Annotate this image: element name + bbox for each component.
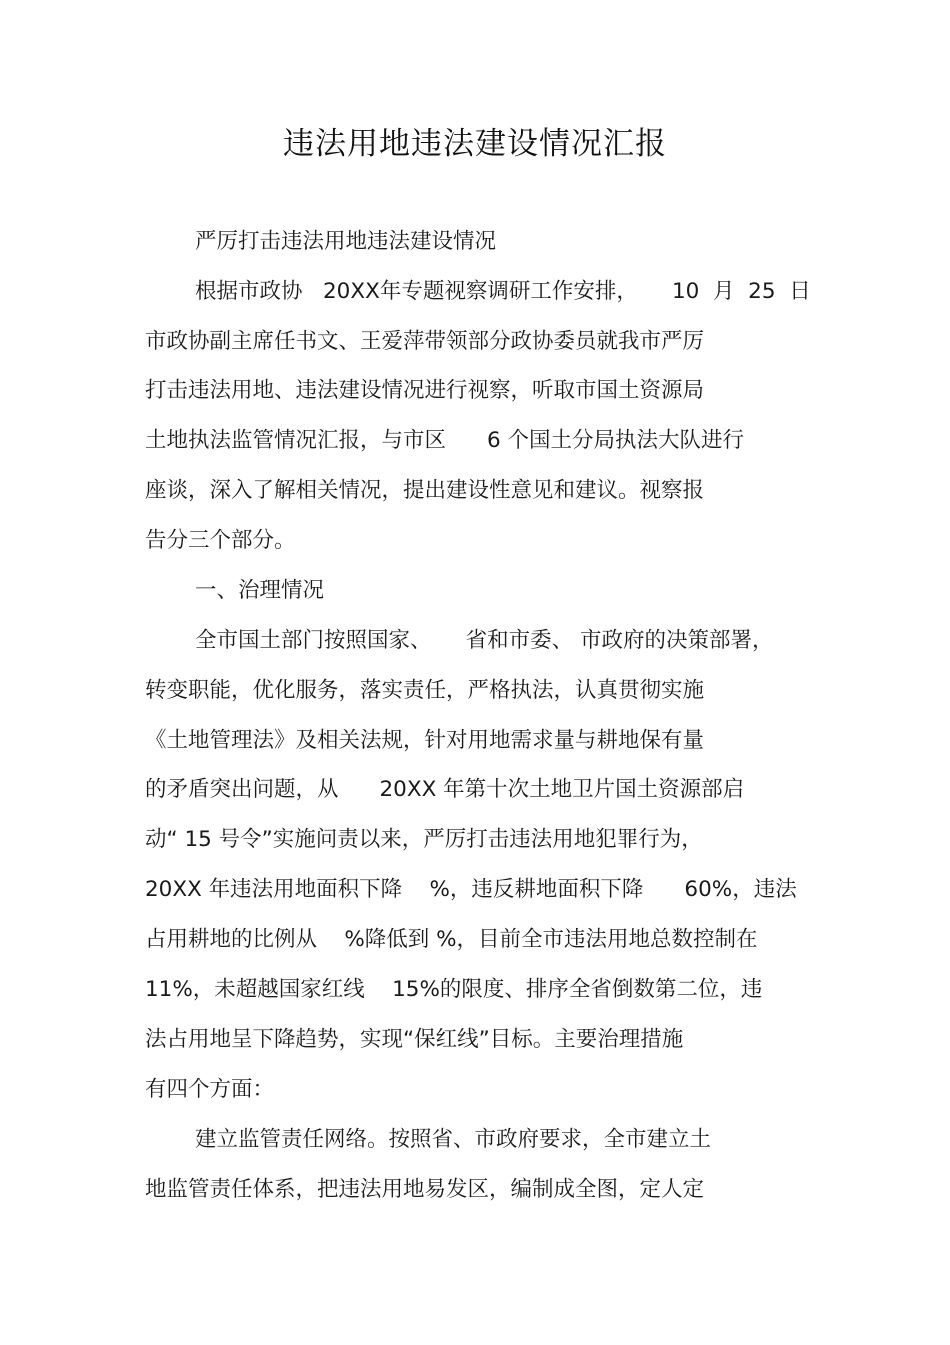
section-heading: 一、治理情况 <box>195 578 325 603</box>
paragraph-line: 20XX 年违法用地面积下降 %，违反耕地面积下降 60%，违法 <box>145 877 797 902</box>
paragraph-line: 市政协副主席任书文、王爱萍带领部分政协委员就我市严厉 <box>145 329 705 354</box>
paragraph-line: 打击违法用地、违法建设情况进行视察，听取市国土资源局 <box>145 378 705 403</box>
paragraph-line: 转变职能，优化服务，落实责任，严格执法，认真贯彻实施 <box>145 678 705 703</box>
paragraph-line: 《土地管理法》及相关法规，针对用地需求量与耕地保有量 <box>145 728 705 753</box>
paragraph-line: 告分三个部分。 <box>145 528 296 553</box>
paragraph-line: 全市国土部门按照国家、 省和市委、 市政府的决策部署， <box>195 628 774 653</box>
paragraph-line: 动“ 15 号令”实施问责以来，严厉打击违法用地犯罪行为， <box>145 827 703 852</box>
paragraph-line: 占用耕地的比例从 %降低到 %，目前全市违法用地总数控制在 <box>145 927 758 952</box>
paragraph-line: 土地执法监管情况汇报，与市区 6 个国土分局执法大队进行 <box>145 428 745 453</box>
section-heading: 严厉打击违法用地违法建设情况 <box>195 229 497 254</box>
paragraph-line: 座谈，深入了解相关情况，提出建设性意见和建议。视察报 <box>145 478 705 503</box>
paragraph-line: 的矛盾突出问题，从 20XX 年第十次土地卫片国土资源部启 <box>145 777 745 802</box>
paragraph-line: 根据市政协 20XX年专题视察调研工作安排， 10 月 25 日 <box>195 279 811 304</box>
paragraph-line: 法占用地呈下降趋势，实现“保红线”目标。主要治理措施 <box>145 1027 684 1052</box>
paragraph-line: 地监管责任体系，把违法用地易发区，编制成全图，定人定 <box>145 1177 705 1202</box>
paragraph-line: 建立监管责任网络。按照省、市政府要求，全市建立土 <box>195 1127 712 1152</box>
paragraph-line: 11%，未超越国家红线 15%的限度、排序全省倒数第二位，违 <box>145 977 763 1002</box>
document-title: 违法用地违法建设情况汇报 <box>283 126 667 162</box>
paragraph-line: 有四个方面： <box>145 1077 275 1102</box>
